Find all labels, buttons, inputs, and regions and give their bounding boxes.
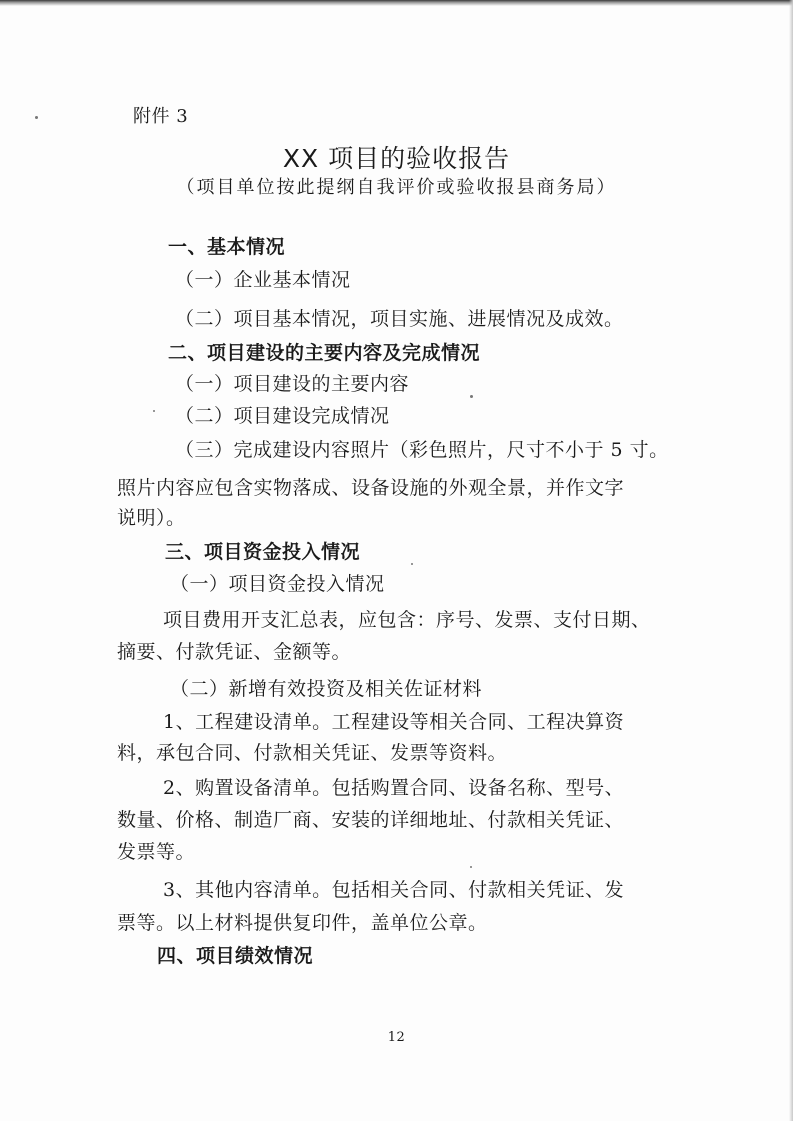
section-heading-basic-info: 一、基本情况 (168, 236, 286, 258)
scan-edge-top (0, 0, 793, 6)
section-heading-construction: 二、项目建设的主要内容及完成情况 (168, 342, 481, 364)
section3-sub-1: （一）项目资金投入情况 (170, 573, 385, 595)
scan-speck (411, 563, 413, 565)
document-title: XX 项目的验收报告 (282, 144, 511, 173)
section3-list-2-line-2: 数量、价格、制造厂商、安装的详细地址、付款相关凭证、 (117, 809, 625, 831)
scan-speck (470, 866, 472, 868)
attachment-label: 附件 3 (133, 106, 189, 127)
section-heading-funding: 三、项目资金投入情况 (165, 541, 361, 563)
section2-item-3-line-3: 说明）。 (117, 507, 186, 529)
section2-item-3-line-1: （三）完成建设内容照片（彩色照片，尺寸不小于 5 寸。 (175, 439, 669, 461)
page-number: 12 (387, 1030, 406, 1045)
section3-sub-1-body-line-1: 项目费用开支汇总表，应包含：序号、发票、支付日期、 (163, 609, 651, 631)
section3-list-2-line-1: 2、购置设备清单。包括购置合同、设备名称、型号、 (163, 777, 625, 799)
section2-item-1: （一）项目建设的主要内容 (175, 373, 410, 395)
section-heading-performance: 四、项目绩效情况 (157, 945, 314, 967)
section3-list-3-line-1: 3、其他内容清单。包括相关合同、付款相关凭证、发 (163, 879, 625, 901)
section3-sub-2: （二）新增有效投资及相关佐证材料 (170, 678, 483, 700)
section3-list-3-line-2: 票等。以上材料提供复印件，盖单位公章。 (117, 912, 488, 934)
section3-list-1-line-2: 料，承包合同、付款相关凭证、发票等资料。 (117, 742, 508, 764)
section2-item-3-line-2: 照片内容应包含实物落成、设备设施的外观全景，并作文字 (117, 477, 625, 499)
section3-sub-1-body-line-2: 摘要、付款凭证、金额等。 (117, 641, 352, 663)
scan-speck (470, 395, 473, 398)
scan-speck (35, 116, 38, 119)
document-subtitle: （项目单位按此提纲自我评价或验收报县商务局） (176, 177, 617, 198)
scan-speck (153, 410, 155, 412)
section3-list-2-line-3: 发票等。 (117, 841, 196, 863)
section1-item-2: （二）项目基本情况，项目实施、进展情况及成效。 (175, 308, 624, 330)
section1-item-1: （一）企业基本情况 (175, 269, 351, 291)
section2-item-2: （二）项目建设完成情况 (175, 405, 390, 427)
section3-list-1-line-1: 1、工程建设清单。工程建设等相关合同、工程决算资 (163, 711, 625, 733)
